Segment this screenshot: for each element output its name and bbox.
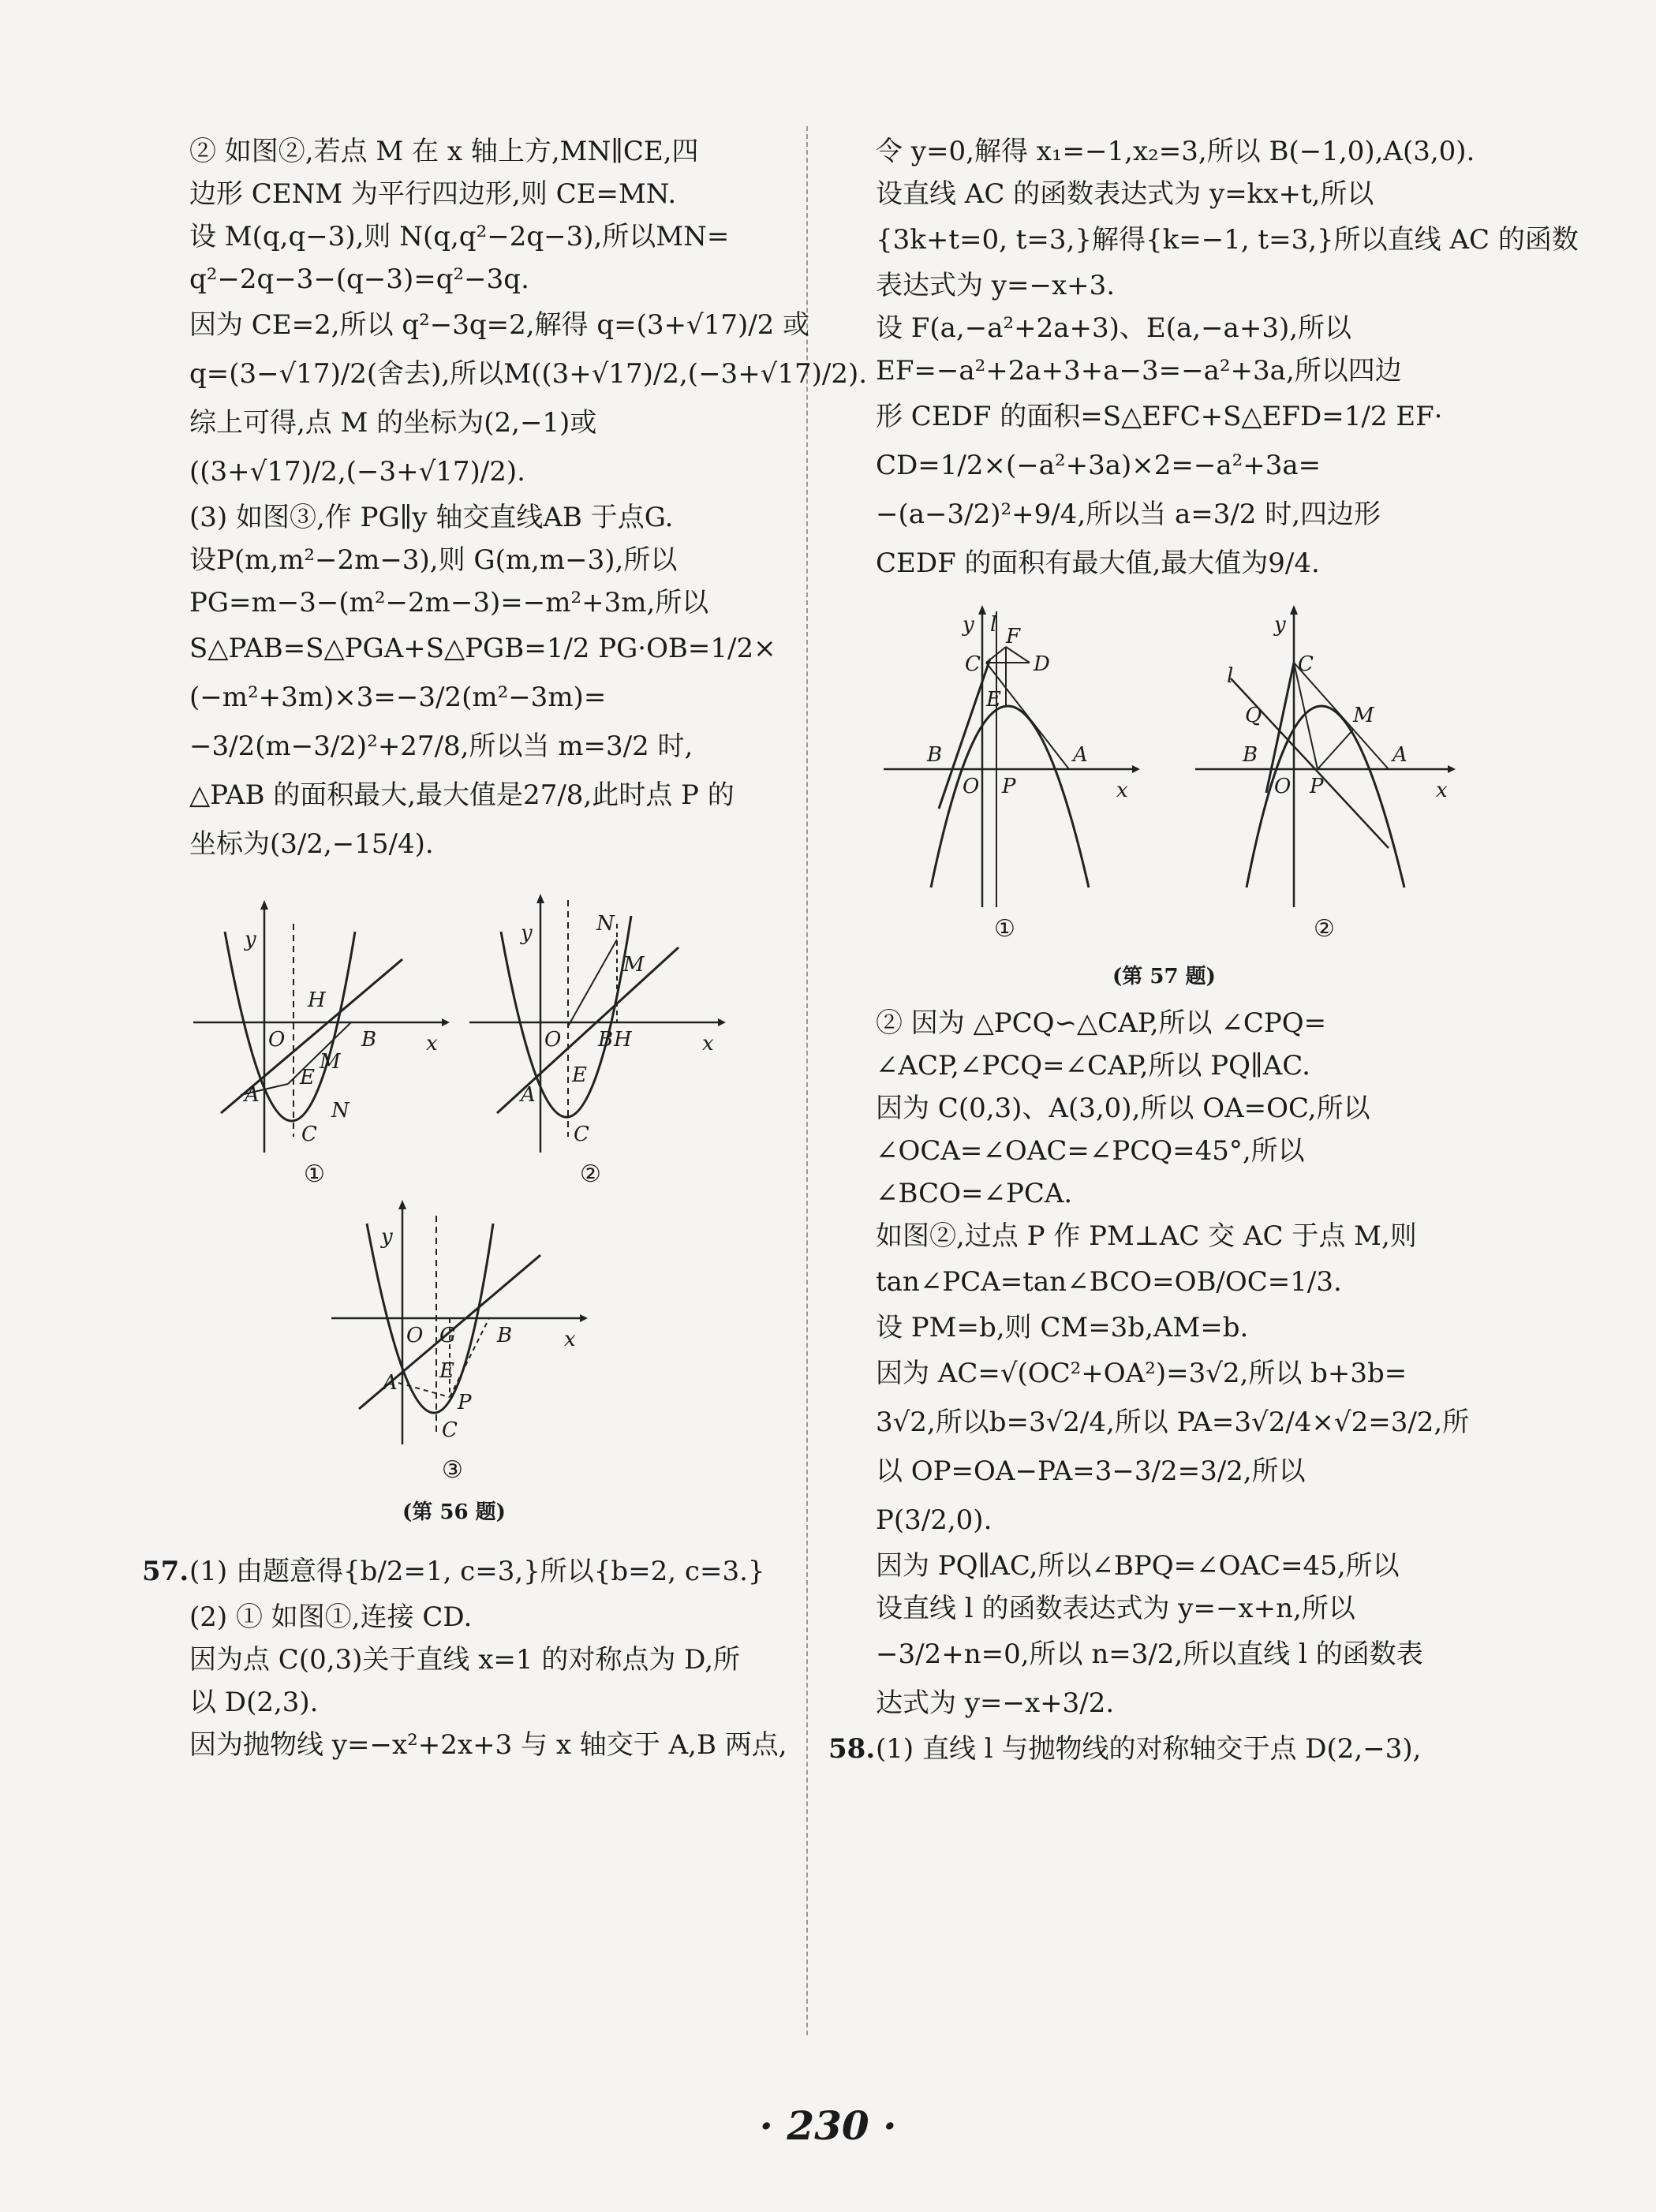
text-line: 如图②,过点 P 作 PM⊥AC 交 AC 于点 M,则 bbox=[876, 1220, 1417, 1252]
svg-text:B: B bbox=[497, 1324, 513, 1347]
svg-text:B: B bbox=[927, 743, 943, 767]
text-line: 因为抛物线 y=−x²+2x+3 与 x 轴交于 A,B 两点, bbox=[189, 1729, 787, 1761]
svg-text:C: C bbox=[574, 1123, 589, 1146]
svg-text:A: A bbox=[1073, 743, 1088, 767]
figure-56-1 bbox=[189, 900, 450, 1160]
text-line: (2) ① 如图①,连接 CD. bbox=[189, 1601, 473, 1633]
text-line: ∠BCO=∠PCA. bbox=[876, 1178, 1073, 1209]
q58-line bbox=[828, 1728, 1467, 1770]
text-line: (−m²+3m)×3=−3/2(m²−3m)= bbox=[189, 682, 607, 713]
svg-text:O: O bbox=[1274, 775, 1292, 798]
figure-56-caption: (第 56 题) bbox=[402, 1500, 506, 1524]
text-line: CD=1/2×(−a²+3a)×2=−a²+3a= bbox=[876, 450, 1321, 481]
svg-text:C: C bbox=[442, 1418, 458, 1442]
svg-text:E: E bbox=[986, 688, 1001, 712]
fig-56-label-1: ① bbox=[304, 1160, 325, 1188]
svg-text:C: C bbox=[1298, 652, 1314, 676]
text-line: 因为点 C(0,3)关于直线 x=1 的对称点为 D,所 bbox=[189, 1644, 740, 1676]
svg-text:l: l bbox=[990, 613, 997, 637]
svg-text:l: l bbox=[1227, 664, 1234, 688]
text-line: CEDF 的面积有最大值,最大值为9/4. bbox=[876, 547, 1320, 579]
text-line: ∠OCA=∠OAC=∠PCQ=45°,所以 bbox=[876, 1135, 1305, 1167]
figure-57-1 bbox=[880, 603, 1140, 911]
svg-text:Q: Q bbox=[1245, 704, 1262, 727]
svg-text:F: F bbox=[1006, 625, 1021, 648]
svg-text:N: N bbox=[331, 1099, 350, 1123]
svg-text:x: x bbox=[702, 1032, 714, 1056]
svg-text:C: C bbox=[965, 652, 981, 676]
text-line: 因为 CE=2,所以 q²−3q=2,解得 q=(3+√17)/2 或 bbox=[189, 309, 810, 341]
svg-text:O: O bbox=[406, 1324, 424, 1347]
fig-56-label-2: ② bbox=[580, 1160, 601, 1188]
text-line: (3) 如图③,作 PG∥y 轴交直线AB 于点G. bbox=[189, 502, 674, 533]
svg-text:O: O bbox=[963, 775, 980, 798]
text-line: 以 OP=OA−PA=3−3/2=3/2,所以 bbox=[876, 1455, 1306, 1487]
figure-57-caption-row bbox=[876, 958, 1467, 1002]
figure-56 bbox=[189, 869, 773, 1492]
text-line: 令 y=0,解得 x₁=−1,x₂=3,所以 B(−1,0),A(3,0). bbox=[876, 136, 1475, 167]
figure-57 bbox=[876, 588, 1467, 958]
svg-text:M: M bbox=[623, 953, 645, 977]
svg-text:A: A bbox=[1392, 743, 1407, 767]
text-line: 因为 PQ∥AC,所以∠BPQ=∠OAC=45,所以 bbox=[876, 1550, 1400, 1582]
page-number: · 230 · bbox=[759, 2102, 897, 2149]
text-line: 因为 AC=√(OC²+OA²)=3√2,所以 b+3b= bbox=[876, 1358, 1407, 1389]
text-line: 3√2,所以b=3√2/4,所以 PA=3√2/4×√2=3/2,所 bbox=[876, 1407, 1470, 1438]
svg-text:O: O bbox=[268, 1028, 286, 1052]
text-line: 设 PM=b,则 CM=3b,AM=b. bbox=[876, 1312, 1249, 1343]
right-column bbox=[828, 130, 1579, 1770]
text-line: ② 如图②,若点 M 在 x 轴上方,MN∥CE,四 bbox=[189, 136, 699, 167]
figure-56-caption-row bbox=[189, 1492, 773, 1539]
text-line: −3/2(m−3/2)²+27/8,所以当 m=3/2 时, bbox=[189, 730, 693, 762]
text-line: 达式为 y=−x+3/2. bbox=[876, 1687, 1115, 1719]
svg-text:P: P bbox=[1002, 775, 1016, 798]
svg-text:B: B bbox=[1243, 743, 1258, 767]
text-line: 设 M(q,q−3),则 N(q,q²−2q−3),所以MN= bbox=[189, 221, 730, 252]
q57-line bbox=[142, 1547, 773, 1596]
text-line: PG=m−3−(m²−2m−3)=−m²+3m,所以 bbox=[189, 587, 709, 618]
svg-text:y: y bbox=[521, 921, 533, 945]
svg-text:O: O bbox=[544, 1028, 562, 1052]
text-line: −(a−3/2)²+9/4,所以当 a=3/2 时,四边形 bbox=[876, 499, 1381, 530]
column-divider bbox=[806, 126, 808, 2035]
figure-57-2 bbox=[1191, 603, 1460, 911]
text-line: 综上可得,点 M 的坐标为(2,−1)或 bbox=[189, 407, 597, 439]
text-line: ② 因为 △PCQ∽△CAP,所以 ∠CPQ= bbox=[876, 1007, 1327, 1039]
svg-text:N: N bbox=[596, 912, 615, 936]
text-line: 设直线 AC 的函数表达式为 y=kx+t,所以 bbox=[876, 178, 1374, 210]
label-y: y bbox=[245, 928, 256, 951]
text-line: 设P(m,m²−2m−3),则 G(m,m−3),所以 bbox=[189, 544, 678, 576]
question-number: 58. bbox=[828, 1733, 876, 1765]
svg-text:y: y bbox=[963, 613, 974, 637]
svg-text:H: H bbox=[308, 988, 326, 1012]
fig-56-label-3: ③ bbox=[442, 1456, 463, 1484]
text-line: 形 CEDF 的面积=S△EFC+S△EFD=1/2 EF· bbox=[876, 401, 1443, 432]
svg-text:M: M bbox=[320, 1050, 341, 1074]
svg-text:E: E bbox=[439, 1359, 454, 1383]
svg-text:E: E bbox=[572, 1063, 587, 1087]
svg-text:C: C bbox=[301, 1123, 317, 1146]
text-line: 设 F(a,−a²+2a+3)、E(a,−a+3),所以 bbox=[876, 312, 1352, 344]
svg-text:G: G bbox=[439, 1324, 456, 1347]
text-line: q=(3−√17)/2(舍去),所以M((3+√17)/2,(−3+√17)/2). bbox=[189, 358, 868, 390]
label-x: x bbox=[426, 1032, 438, 1056]
svg-text:M: M bbox=[1353, 704, 1374, 727]
text-line: S△PAB=S△PGA+S△PGB=1/2 PG·OB=1/2× bbox=[189, 633, 776, 664]
text-line: ((3+√17)/2,(−3+√17)/2). bbox=[189, 456, 525, 488]
svg-text:x: x bbox=[1436, 779, 1448, 802]
text-line: q²−2q−3−(q−3)=q²−3q. bbox=[189, 263, 529, 295]
text-line: (1) 直线 l 与抛物线的对称轴交于点 D(2,−3), bbox=[876, 1733, 1422, 1765]
question-number: 57. bbox=[142, 1556, 189, 1587]
svg-text:P: P bbox=[1310, 775, 1324, 798]
text-line: 表达式为 y=−x+3. bbox=[876, 270, 1116, 301]
text-line: −3/2+n=0,所以 n=3/2,所以直线 l 的函数表 bbox=[876, 1638, 1423, 1670]
svg-text:A: A bbox=[245, 1083, 260, 1107]
figure-56-3 bbox=[327, 1200, 588, 1452]
svg-text:D: D bbox=[1034, 652, 1050, 676]
text-line: 因为 C(0,3)、A(3,0),所以 OA=OC,所以 bbox=[876, 1093, 1370, 1124]
svg-text:y: y bbox=[1274, 613, 1286, 637]
text-line: ∠ACP,∠PCQ=∠CAP,所以 PQ∥AC. bbox=[876, 1050, 1310, 1082]
text-line: EF=−a²+2a+3+a−3=−a²+3a,所以四边 bbox=[876, 355, 1402, 387]
svg-text:B: B bbox=[598, 1028, 614, 1052]
figure-56-2 bbox=[465, 892, 726, 1160]
fig-57-label-2: ② bbox=[1314, 915, 1335, 943]
svg-text:A: A bbox=[521, 1083, 536, 1107]
svg-text:y: y bbox=[381, 1225, 393, 1249]
text-line: 边形 CENM 为平行四边形,则 CE=MN. bbox=[189, 178, 677, 210]
text-line: 设直线 l 的函数表达式为 y=−x+n,所以 bbox=[876, 1593, 1355, 1624]
text-line: P(3/2,0). bbox=[876, 1504, 992, 1536]
text-line: 以 D(2,3). bbox=[189, 1687, 319, 1718]
svg-text:B: B bbox=[361, 1028, 377, 1052]
svg-text:x: x bbox=[1116, 779, 1128, 802]
svg-text:H: H bbox=[614, 1028, 632, 1052]
figure-57-caption: (第 57 题) bbox=[1112, 965, 1216, 988]
svg-text:A: A bbox=[383, 1371, 398, 1395]
svg-text:P: P bbox=[458, 1391, 472, 1414]
svg-text:x: x bbox=[564, 1328, 576, 1351]
text-line: {3k+t=0, t=3,}解得{k=−1, t=3,}所以直线 AC 的函数 bbox=[876, 224, 1579, 256]
text-line: tan∠PCA=tan∠BCO=OB/OC=1/3. bbox=[876, 1266, 1342, 1298]
text-line: (1) 由题意得{b/2=1, c=3,}所以{b=2, c=3.} bbox=[189, 1556, 765, 1587]
fig-57-label-1: ① bbox=[994, 915, 1015, 943]
text-line: △PAB 的面积最大,最大值是27/8,此时点 P 的 bbox=[189, 779, 735, 811]
svg-text:E: E bbox=[300, 1066, 315, 1089]
text-line: 坐标为(3/2,−15/4). bbox=[189, 828, 434, 860]
